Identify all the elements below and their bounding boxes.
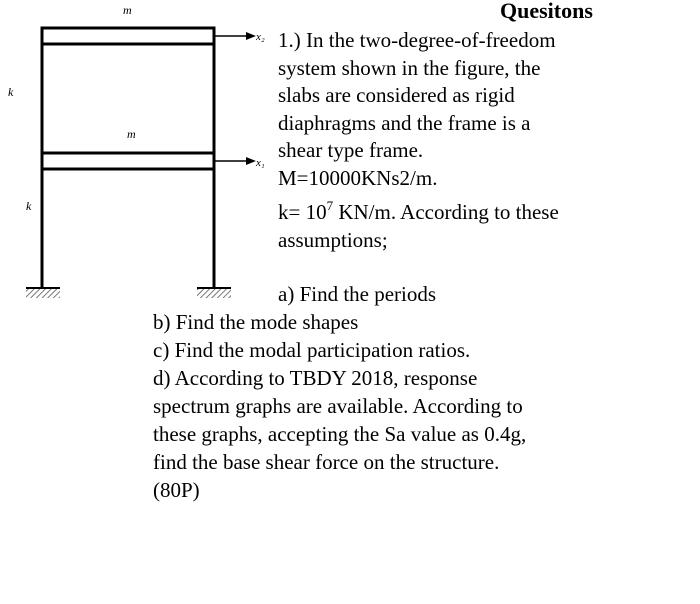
top-slab bbox=[42, 28, 214, 44]
part-line: find the base shear force on the structure. bbox=[153, 450, 500, 474]
part-line: c) Find the modal participation ratios. bbox=[153, 338, 471, 362]
mass-value-line: M=10000KNs2/m. bbox=[278, 165, 438, 190]
left-support-hatch bbox=[26, 289, 60, 298]
stiffness-value-line bbox=[278, 192, 688, 227]
question-line: slabs are considered as rigid bbox=[278, 83, 515, 107]
dof-top-label: x₂ bbox=[256, 31, 265, 43]
k-exponent: 7 bbox=[326, 198, 334, 213]
stiffness-top-label: k bbox=[8, 85, 14, 99]
part-line: b) Find the mode shapes bbox=[153, 310, 359, 334]
dof-bottom-arrowhead bbox=[246, 157, 256, 165]
assumptions-line: assumptions; bbox=[278, 227, 388, 252]
part-line: a) Find the periods bbox=[278, 282, 437, 306]
question-text bbox=[278, 27, 688, 254]
stiffness-bottom-label: k bbox=[26, 199, 32, 213]
part-line: these graphs, accepting the Sa value as 0.4g, bbox=[153, 422, 527, 446]
mass-bottom-label: m bbox=[127, 127, 136, 141]
mass-top-label: m bbox=[123, 3, 132, 17]
part-line: (80P) bbox=[153, 478, 200, 502]
question-line: system shown in the figure, the bbox=[278, 55, 541, 80]
k-prefix: k= 10 bbox=[278, 200, 327, 224]
k-suffix: KN/m. According to these bbox=[333, 200, 559, 224]
part-line: spectrum graphs are available. According to bbox=[153, 394, 523, 418]
question-parts bbox=[153, 280, 693, 504]
dof-bottom-label: x₁ bbox=[256, 157, 265, 169]
question-line: shear type frame. bbox=[278, 138, 424, 162]
shear-frame-diagram bbox=[0, 0, 300, 320]
part-line: d) According to TBDY 2018, response bbox=[153, 366, 478, 390]
question-line: 1.) In the two-degree-of-freedom bbox=[278, 28, 556, 52]
question-line: diaphragms and the frame is a bbox=[278, 110, 531, 135]
bottom-slab bbox=[42, 153, 214, 169]
dof-top-arrowhead bbox=[246, 32, 256, 40]
page-title: Quesitons bbox=[500, 0, 593, 23]
